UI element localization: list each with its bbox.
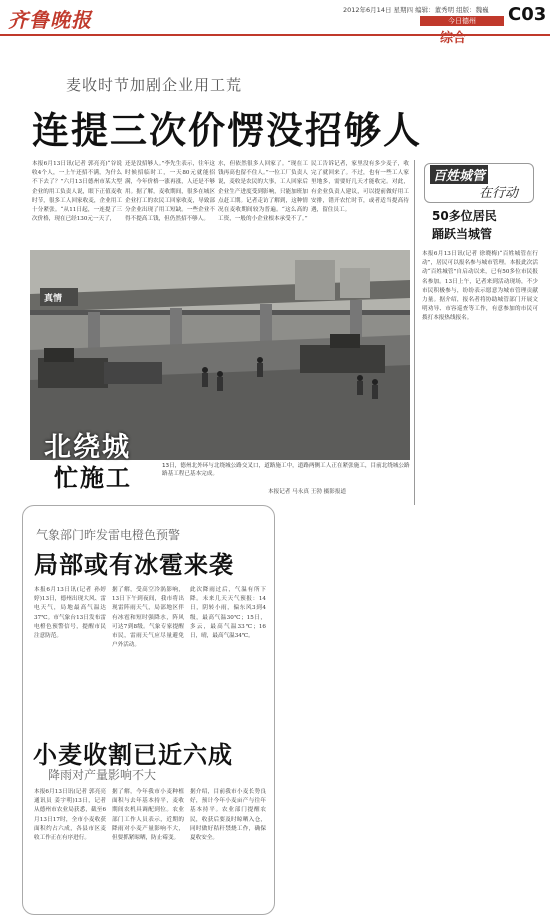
story3-headline: 小麦收割已近六成 [33,741,233,769]
story1-headline: 连提三次价愣没招够人 [32,109,422,152]
photo-caption: 13日，德州北外环与北绕城公路交叉口，道路施工中，道路两侧工人正在紧张施工，目前北绕城公路路基工程已基本完成。 [162,463,410,478]
photo-label-main: 北绕城 [44,432,131,463]
story1-column-1: 本报6月13日讯(记者 郭亮亮)“谷说收4个人，一上午还招不满，为什么不下去了？”六月13日德州市某大型企业的用工负责人说，眼下正值麦收时节，很多工人回家收麦，企业用工十分紧张。“从11日起，一连提了三次价格，现在已经130元一天了， [32,161,122,223]
story1-column-2: 还是没招够人。”李先生表示，往年这时候招临时工，一天80元就能招满，今年价格一涨再涨，人还是不够用。据了解，麦收期间，很多在城区企业打工的农民工回家收麦，导致部分企业出现了用工短缺。一些企业不得不提高工钱，但仍然招不够人。 [125,161,215,223]
page-number: C03 [508,4,547,25]
sidebar-tag-title: 百姓城管 [430,165,488,184]
section-bar: 今日德州 [420,16,504,26]
story3-column-1: 本报6月13日讯(记者 郭亮亮 通讯员 姜宇明)13日，记者从德州市农业局获悉，截至6月13日17时，全市小麦收获面积约占六成，各县市区麦收工作正在有序进行。 [34,789,106,842]
column-divider [414,160,415,505]
photo-label-sub: 忙施工 [54,464,132,492]
sidebar-headline [432,207,497,243]
story2-column-3: 此次降雨过后，气温有所下降。未来几天天气预报：14日，阴转小雨，偏东风3到4级，最高气温30℃；15日，多云，最高气温33℃；16日，晴，最高气温34℃。 [190,587,266,640]
story3-kicker: 降雨对产量影响不大 [48,768,157,782]
story1-kicker: 麦收时节加剧企业用工荒 [66,76,243,94]
sidebar-body: 本报6月13日讯(记者 徐晓梅)“百姓城管在行动”，居民可以报名参与城市管理。本报此次活动“百姓城管”自启动以来，已有50多位市民报名参加。13日上午，记者来到活动现场，不少市民积极参与，纷纷表示愿意为城市管理贡献力量。据介绍，报名者将协助城管部门开展文明劝导、市容巡查等工作，有意参加的市民可拨打本报热线报名。 [422,251,538,322]
photo-sign-text: 真情 [44,294,63,304]
story2-column-1: 本报6月13日讯(记者 孙婷婷)13日，德州出现大风、雷电天气，局地最高气温达37℃。市气象台13日发布雷电橙色预警信号，提醒市民注意防范。 [34,587,106,640]
masthead [0,0,550,46]
story1-column-4: 民工告诉记者，家里没有多少麦子，收完了就回来了。不过，也有一些工人家里地多，需要好几天才能收完。对此，有企业负责人建议，可以提前做好用工安排，错开农忙时节，或者适当提高待遇，留住员工。 [311,161,409,214]
story3-column-3: 据介绍，目前我市小麦长势良好，预计今年小麦亩产与往年基本持平。农业部门提醒农民，收获后要及时晾晒入仓，同时做好秸秆禁烧工作，确保夏收安全。 [190,789,266,842]
dateline: 2012年6月14日 星期四 编辑：董秀明 组版：魏巍 [343,6,489,14]
story3-column-2: 据了解，今年我市小麦种植面积与去年基本持平，麦收期间农机具调配到位。农业部门工作人员表示，近期的降雨对小麦产量影响不大，但要抓紧晾晒，防止霉变。 [112,789,184,842]
story2-kicker: 气象部门昨发雷电橙色预警 [36,528,181,542]
story1-column-3: 水，但依然很多人回家了。“现在工钱再高也留不住人。”一位工厂负责人说，麦收是农民的大事，工人回家后企业生产进度受到影响，只能加班加点赶工期。记者走访了解到，这种情况在麦收期间较为普遍。“这么高的工资，一般的小企业根本承受不了。” [218,161,308,223]
sidebar-headline-line2: 踊跃当城管 [432,227,493,241]
photo-credit: 本报记者 马永真 王勃 摄影报道 [268,489,347,495]
newspaper-logo: 齐鲁晚报 [8,8,92,32]
section-name: 综合 [440,31,467,46]
story2-column-2: 据了解，受高空冷涡影响，13日下午到夜间，我市将出现雷阵雨天气，局部地区伴有冰雹和短时强降水，阵风可达7到8级。气象专家提醒市民，雷雨天气应尽量避免户外活动。 [112,587,184,649]
sidebar-headline-line1: 50多位居民 [432,209,497,223]
sidebar-tag-subtitle: 在行动 [479,186,519,201]
story2-headline: 局部或有冰雹来袭 [34,551,234,579]
